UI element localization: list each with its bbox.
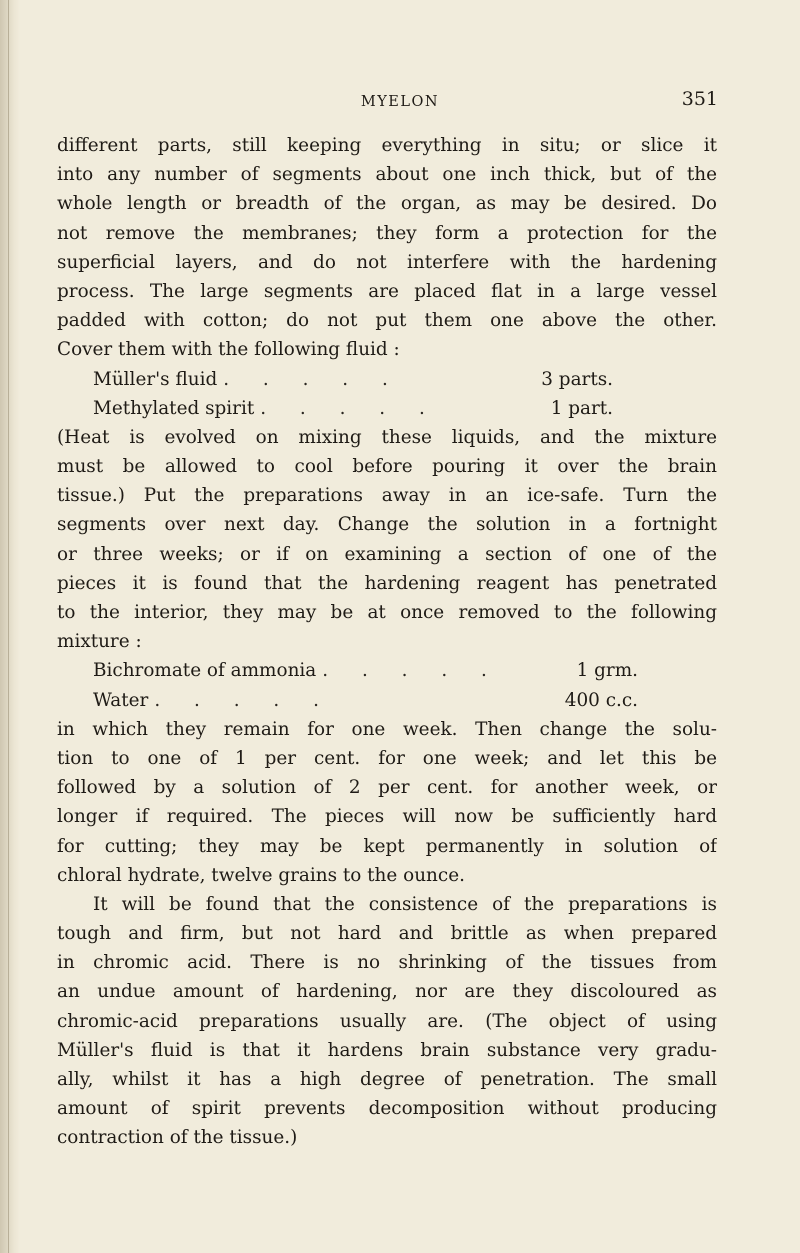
running-head: MYELON [360,94,440,110]
text-line: longer if required. The pieces will now be sufficiently hard [57,806,717,828]
text-line: tissue.) Put the preparations away in an ice-safe. Turn the [57,485,717,507]
text-line: tough and firm, but not hard and brittle as when prepared [57,923,717,945]
text-line: amount of spirit prevents decomposition without producing [57,1098,717,1120]
text-line: Müller's fluid is that it hardens brain substance very gradu- [57,1039,717,1061]
text-line: pieces it is found that the hardening reagent has penetrated [57,572,717,594]
page-number: 351 [681,88,718,110]
text-line: different parts, still keeping everything in situ; or slice it [57,135,717,156]
text-line: It will be found that the consistence of the preparations is [93,893,717,915]
text-line: mixture : [57,631,142,653]
text-line: to the interior, they may be at once removed to the following [57,602,717,623]
recipe-2 [57,656,717,714]
recipe-row [57,656,638,685]
text-line: Cover them with the following fluid : [57,339,400,361]
page-gutter [0,0,20,1253]
leader-dots: . . . . . [260,397,439,419]
ingredient-name: Methylated spirit [93,397,255,419]
ingredient-name: Müller's fluid [93,368,218,390]
leader-dots: . . . . . [223,368,402,390]
recipe-1 [57,365,717,423]
ingredient-quantity: 3 parts. [541,368,613,390]
text-line: for cutting; they may be kept permanently in solution of [57,835,717,857]
text-line: must be allowed to cool before pouring it over the brain [57,456,717,478]
recipe-row [57,365,613,394]
leader-dots: . . . . . [154,689,333,711]
page-body [57,131,717,1153]
text-line: not remove the membranes; they form a protection for the [57,222,717,244]
binding-edge [8,0,9,1253]
ingredient-name: Bichromate of ammonia [93,660,317,682]
text-line: whole length or breadth of the organ, as may be desired. Do [57,193,717,215]
recipe-row [57,686,638,715]
paragraph-1 [57,131,717,365]
text-line: followed by a solution of 2 per cent. for another week, or [57,777,717,799]
page-header [0,88,800,118]
text-line: padded with cotton; do not put them one above the other. [57,310,717,332]
ingredient-quantity: 1 part. [550,397,613,419]
text-line: chloral hydrate, twelve grains to the ounce. [57,864,465,886]
ingredient-name: Water [93,689,149,711]
text-line: or three weeks; or if on examining a section of one of the [57,543,717,565]
text-line: contraction of the tissue.) [57,1127,298,1149]
paragraph-2 [57,423,717,657]
ingredient-quantity: 400 c.c. [564,689,638,711]
text-line: superficial layers, and do not interfere with the hardening [57,251,717,273]
text-line: an undue amount of hardening, nor are they discoloured as [57,981,717,1003]
text-line: ally, whilst it has a high degree of penetration. The small [57,1069,717,1090]
text-line: chromic-acid preparations usually are. (The object of using [57,1010,717,1032]
paragraph-3 [57,715,717,890]
recipe-row [57,394,613,423]
text-line: segments over next day. Change the solution in a fortnight [57,514,717,536]
text-line: (Heat is evolved on mixing these liquids, and the mixture [57,426,717,448]
text-line: process. The large segments are placed flat in a large vessel [57,280,717,302]
text-line: tion to one of 1 per cent. for one week; and let this be [57,747,717,769]
text-line: in chromic acid. There is no shrinking of the tissues from [57,952,717,974]
leader-dots: . . . . . [322,660,501,682]
paragraph-4 [57,890,717,1153]
text-line: in which they remain for one week. Then change the solu- [57,718,717,740]
ingredient-quantity: 1 grm. [576,660,638,682]
text-line: into any number of segments about one inch thick, but of the [57,164,717,186]
